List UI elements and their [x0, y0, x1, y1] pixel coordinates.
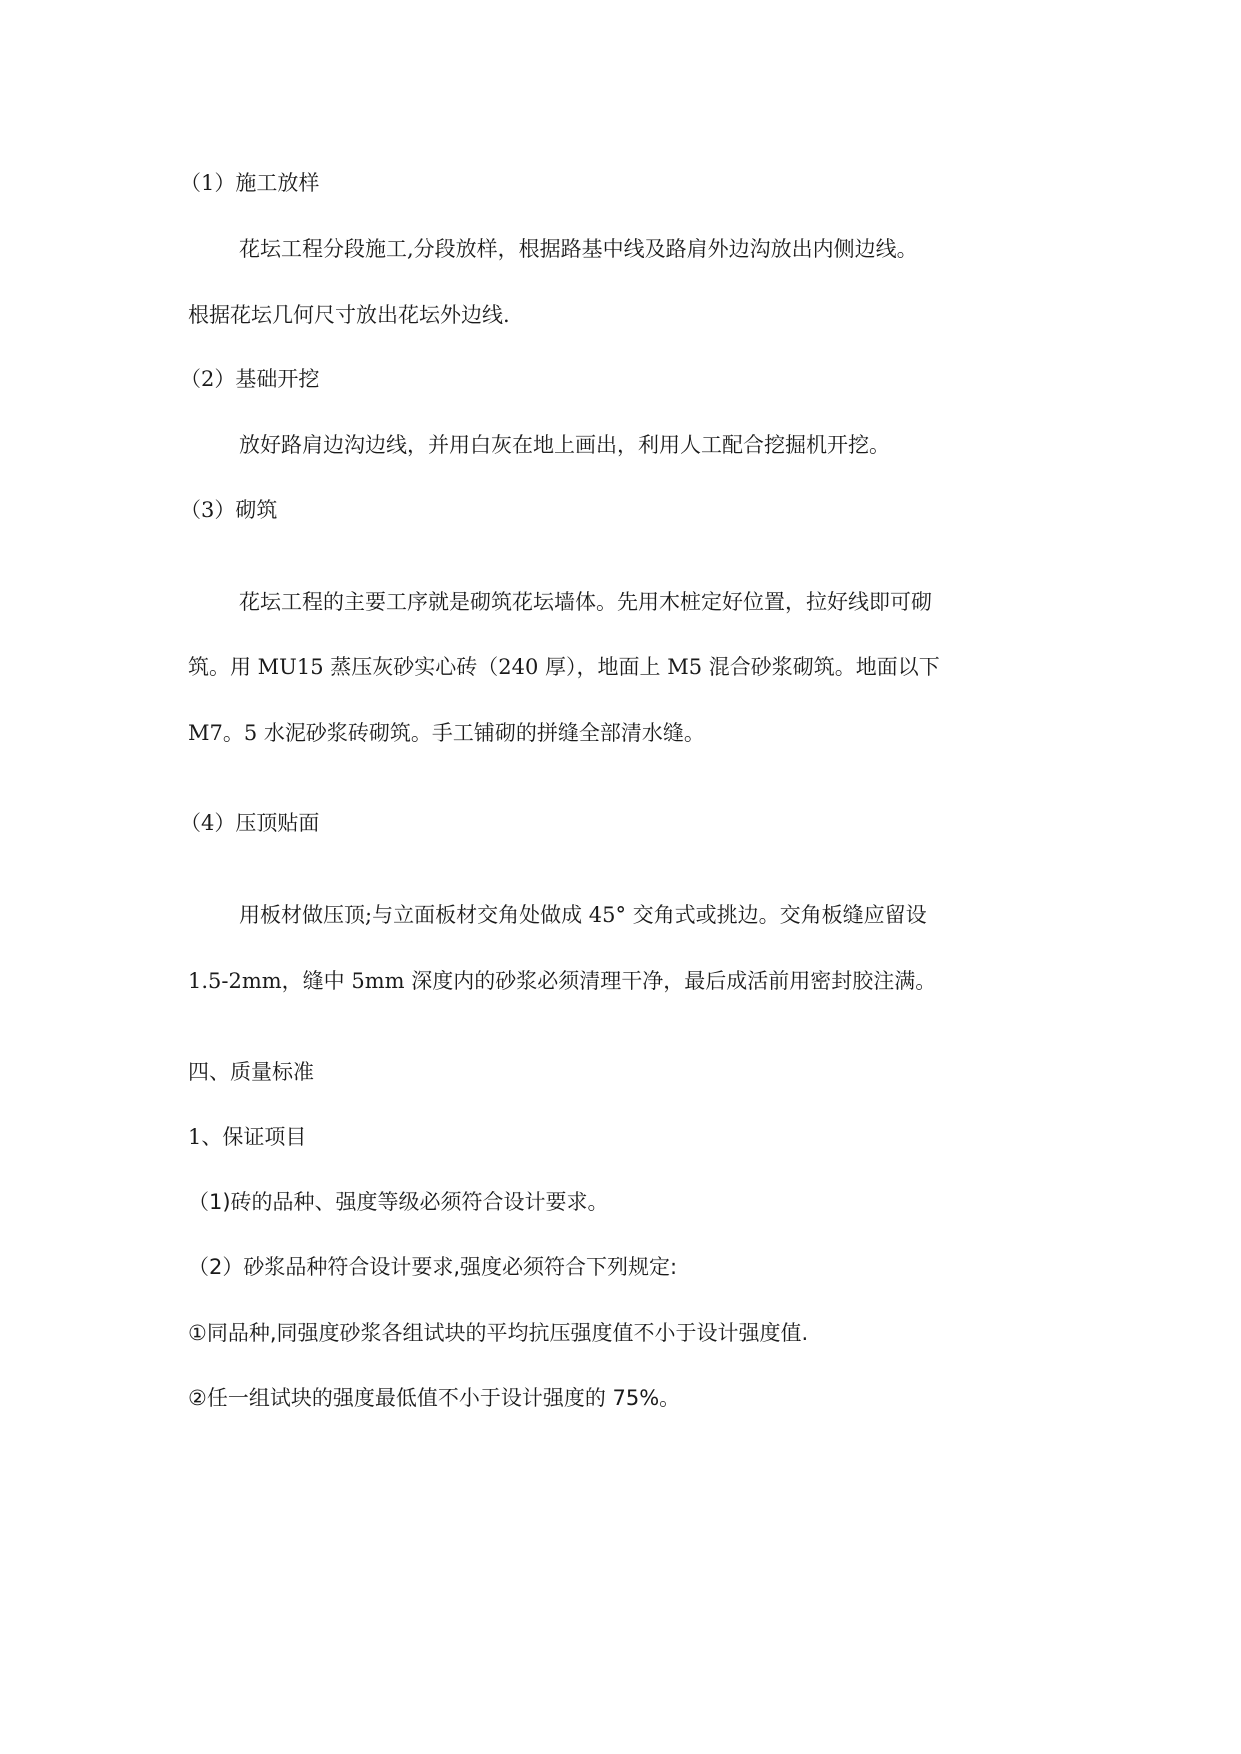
- section-heading-masonry: （3）砌筑: [180, 498, 278, 522]
- section-heading-excavation: （2）基础开挖: [180, 367, 320, 391]
- list-item: （1)砖的品种、强度等级必须符合设计要求。: [188, 1190, 609, 1214]
- section-heading-layout: （1）施工放样: [180, 171, 320, 195]
- paragraph-line: 根据花坛几何尺寸放出花坛外边线.: [188, 303, 510, 327]
- chapter-heading-quality-standard: 四、质量标准: [188, 1060, 314, 1084]
- section-heading-coping: （4）压顶贴面: [180, 811, 320, 835]
- paragraph-line: M7。5 水泥砂浆砖砌筑。手工铺砌的拼缝全部清水缝。: [188, 721, 705, 745]
- paragraph-line: 花坛工程分段施工,分段放样，根据路基中线及路肩外边沟放出内侧边线。: [239, 237, 918, 261]
- paragraph-line: 筑。用 MU15 蒸压灰砂实心砖（240 厚），地面上 M5 混合砂浆砌筑。地面以下: [188, 655, 940, 679]
- paragraph-line: 放好路肩边沟边线，并用白灰在地上画出，利用人工配合挖掘机开挖。: [239, 433, 890, 457]
- paragraph-line: 1.5-2mm，缝中 5mm 深度内的砂浆必须清理干净，最后成活前用密封胶注满。: [188, 969, 937, 993]
- paragraph-line: 用板材做压顶;与立面板材交角处做成 45° 交角式或挑边。交角板缝应留设: [239, 903, 927, 927]
- list-item: ②任一组试块的强度最低值不小于设计强度的 75%。: [188, 1386, 681, 1410]
- list-item: ①同品种,同强度砂浆各组试块的平均抗压强度值不小于设计强度值.: [188, 1321, 809, 1345]
- subsection-heading-guarantee-items: 1、保证项目: [188, 1125, 307, 1149]
- list-item: （2）砂浆品种符合设计要求,强度必须符合下列规定:: [188, 1255, 678, 1279]
- paragraph-line: 花坛工程的主要工序就是砌筑花坛墙体。先用木桩定好位置，拉好线即可砌: [239, 590, 932, 614]
